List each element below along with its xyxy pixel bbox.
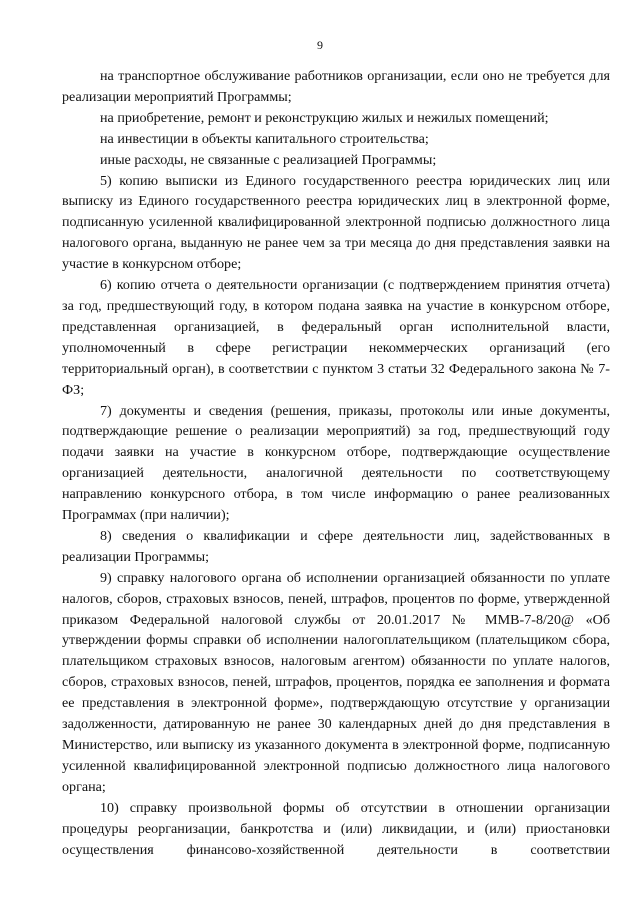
paragraph-item-5: 5) копию выписки из Единого государственного реестра юридических лиц или выписку из Единого государственного реестра юридических лиц в электронной форме, подписанную усиленной квалифицированной электронной подписью должностного лица налогового органа, выданную не ранее чем за три месяца до дня представления заявки на участие в конкурсном отборе; (62, 172, 610, 273)
paragraph-item-8: 8) сведения о квалификации и сфере деятельности лиц, задействованных в реализации Программы; (62, 527, 610, 565)
paragraph-item-7: 7) документы и сведения (решения, приказы, протоколы или иные документы, подтверждающие решение о реализации мероприятий) за год, предшествующий году подачи заявки на участие в конкурсном отборе, подтверждающие осуществление организацией деятельности, аналогичной деятельности по соответствующему направлению конкурсного отбора, в том числе информацию о ранее реализованных Программах (при наличии); (62, 402, 610, 524)
paragraph-investments: на инвестиции в объекты капитального строительства; (100, 130, 429, 147)
paragraph-other-expenses: иные расходы, не связанные с реализацией Программы; (100, 151, 437, 168)
paragraph-item-6: 6) копию отчета о деятельности организации (с подтверждением принятия отчета) за год, предшествующий году, в котором подана заявка на участие в конкурсном отборе, представленная организацией, в федеральный орган исполнительной власти, уполномоченный в сфере регистрации некоммерческих организаций (его территориальный орган), в соответствии с пунктом 3 статьи 32 Федерального закона № 7-ФЗ; (62, 277, 610, 398)
document-body (62, 66, 610, 860)
page-number: 9 (317, 38, 323, 52)
paragraph-transport: на транспортное обслуживание работников организации, если оно не требуется для реализации мероприятий Программы; (62, 68, 610, 105)
paragraph-item-10: 10) справку произвольной формы об отсутствии в отношении организации процедуры реорганизации, банкротства и (или) ликвидации, и (или) приостановки осуществления финансово-хозяйственной деятельности в соответствии (62, 799, 610, 858)
paragraph-item-9: 9) справку налогового органа об исполнении организацией обязанности по уплате налогов, сборов, страховых взносов, пеней, штрафов, процентов по форме, утвержденной приказом Федеральной налоговой службы от 20.01.2017 № ММВ-7-8/20@ «Об утверждении формы справки об исполнении налогоплательщиком (плательщиком сбора, плательщиком страховых взносов, налоговым агентом) обязанности по уплате налогов, сборов, страховых взносов, пеней, штрафов, процентов, порядка ее заполнения и формата ее представления в электронной форме», подтверждающую отсутствие у организации задолженности, датированную не ранее 30 календарных дней до дня представления в Министерство, или выписку из указанного документа в электронной форме, подписанную усиленной квалифицированной электронной подписью должностного лица налогового органа; (62, 569, 610, 795)
paragraph-premises: на приобретение, ремонт и реконструкцию жилых и нежилых помещений; (100, 109, 549, 126)
